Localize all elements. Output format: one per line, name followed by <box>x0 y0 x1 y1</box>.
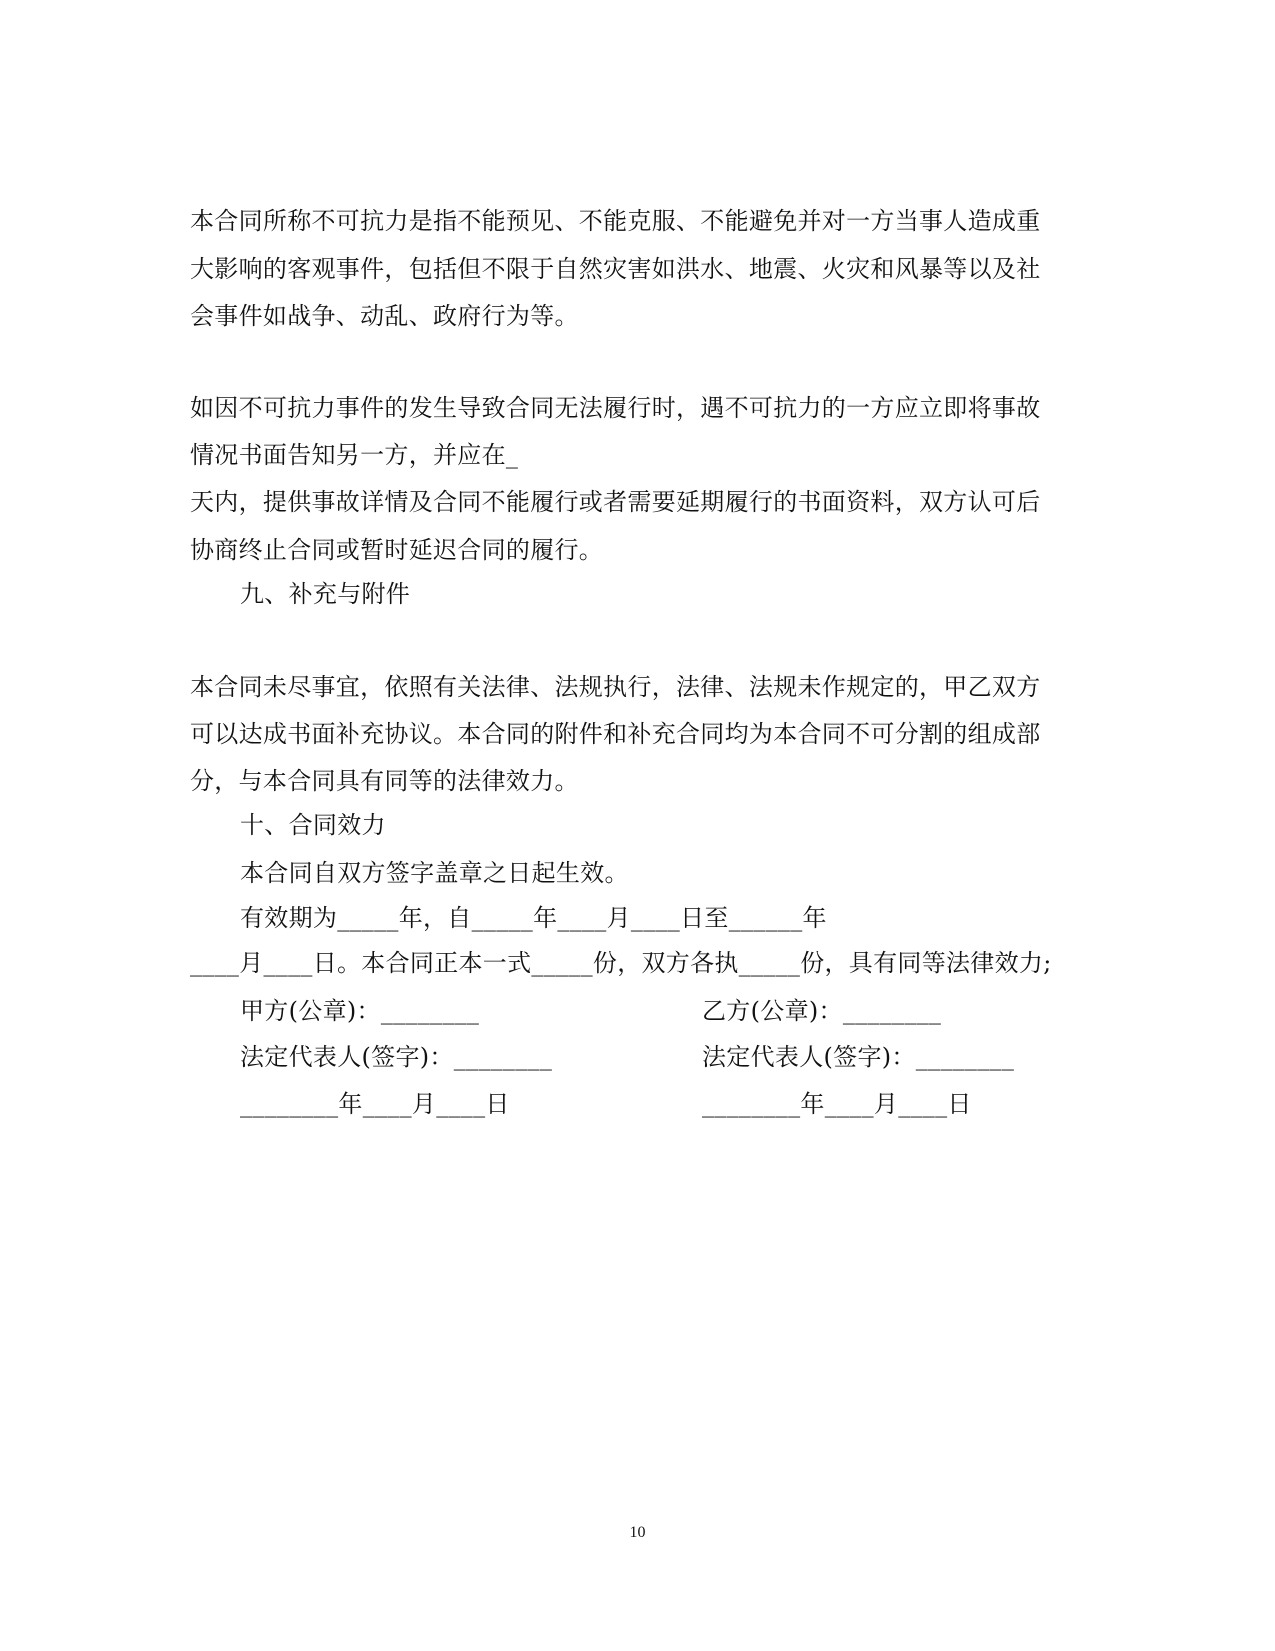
body-text-line: 天内，提供事故详情及合同不能履行或者需要延期履行的书面资料，双方认可后 <box>190 488 1041 516</box>
body-text-line: 会事件如战争、动乱、政府行为等。 <box>190 302 579 330</box>
body-text-line: 情况书面告知另一方，并应在_ <box>190 441 519 469</box>
validity-line: ____月____日。本合同正本一式_____份，双方各执_____份，具有同等法律效力; <box>190 949 1052 977</box>
party-a-date-field: ________年____月____日 <box>240 1090 510 1118</box>
body-text-line: 大影响的客观事件，包括但不限于自然灾害如洪水、地震、火灾和风暴等以及社 <box>190 255 1041 283</box>
body-text-line: 本合同未尽事宜，依照有关法律、法规执行，法律、法规未作规定的，甲乙双方 <box>190 673 1041 701</box>
party-b-representative-field: 法定代表人(签字)：________ <box>702 1043 1015 1071</box>
body-text-line: 本合同自双方签字盖章之日起生效。 <box>240 859 629 887</box>
body-text-line: 分，与本合同具有同等的法律效力。 <box>190 767 579 795</box>
party-a-representative-field: 法定代表人(签字)：________ <box>240 1043 553 1071</box>
party-b-date-field: ________年____月____日 <box>702 1090 972 1118</box>
body-text-line: 可以达成书面补充协议。本合同的附件和补充合同均为本合同不可分割的组成部 <box>190 720 1041 748</box>
validity-line: 有效期为_____年，自_____年____月____日至______年 <box>240 904 827 932</box>
body-text-line: 本合同所称不可抗力是指不能预见、不能克服、不能避免并对一方当事人造成重 <box>190 207 1041 235</box>
body-text-line: 协商终止合同或暂时延迟合同的履行。 <box>190 536 604 564</box>
section-heading: 九、补充与附件 <box>240 580 411 608</box>
party-b-seal-field: 乙方(公章)：________ <box>702 997 942 1025</box>
section-heading: 十、合同效力 <box>240 811 386 839</box>
body-text-line: 如因不可抗力事件的发生导致合同无法履行时，遇不可抗力的一方应立即将事故 <box>190 394 1041 422</box>
party-a-seal-field: 甲方(公章)：________ <box>240 997 480 1025</box>
page-number: 10 <box>629 1524 646 1541</box>
